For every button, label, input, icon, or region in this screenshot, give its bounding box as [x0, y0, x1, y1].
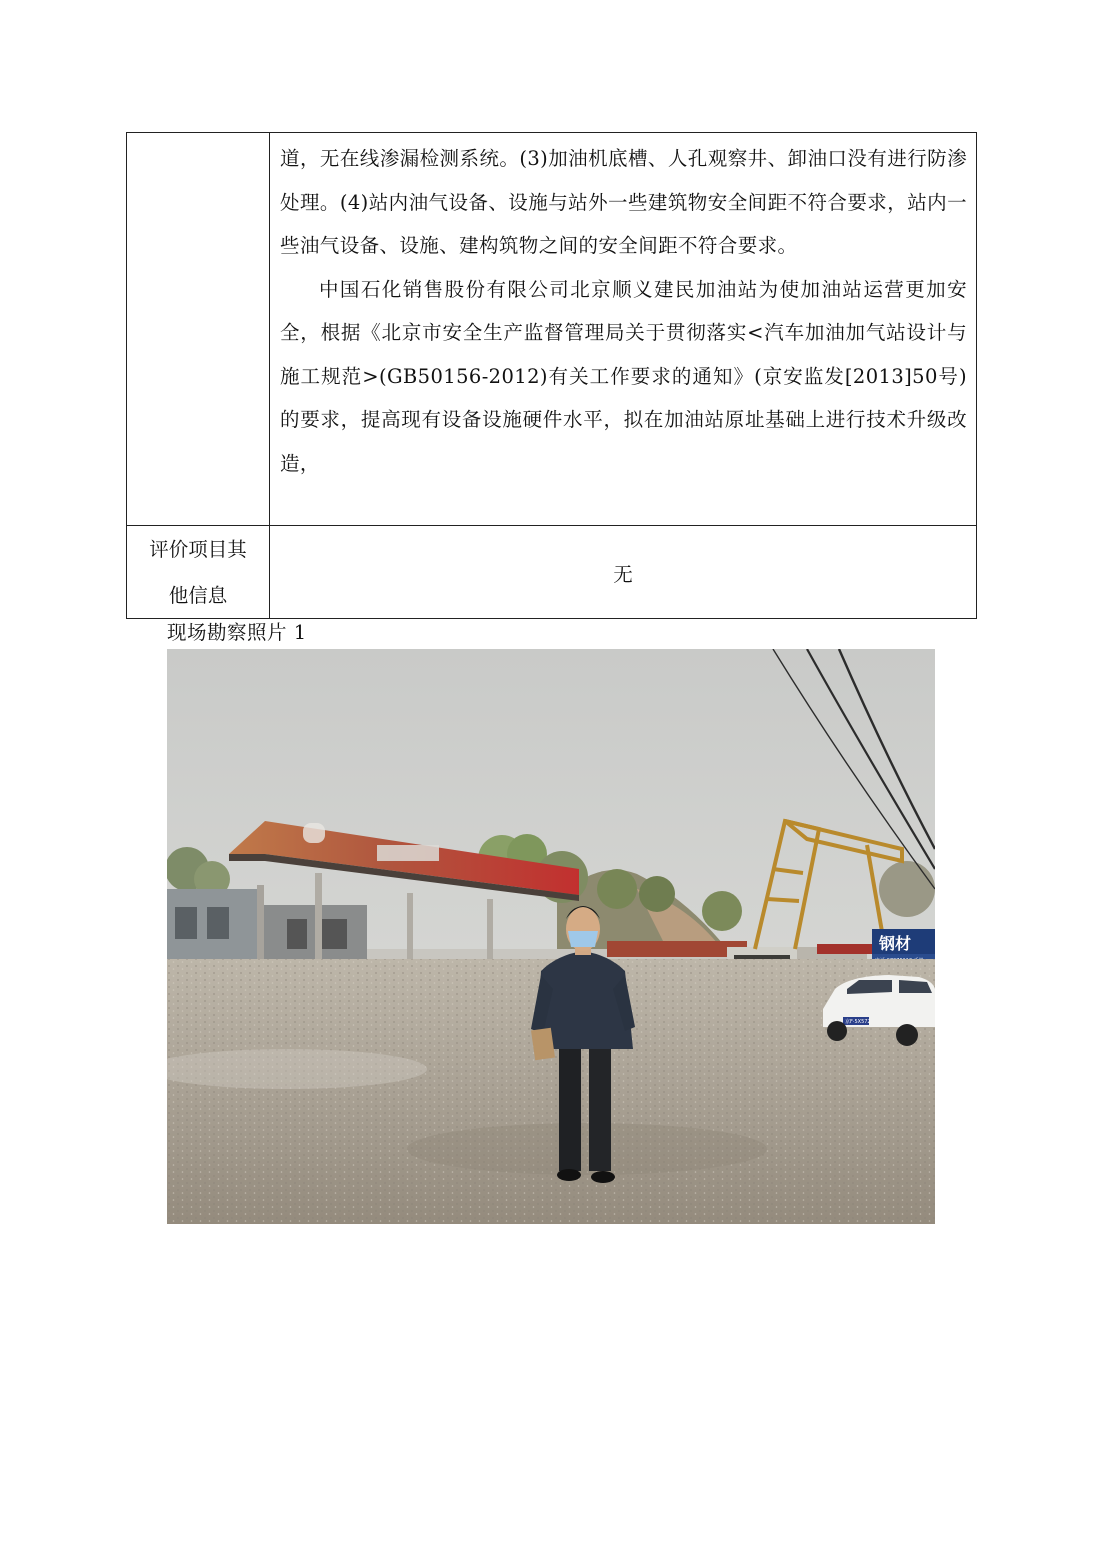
photo-caption: 现场勘察照片 1	[167, 621, 307, 644]
site-survey-photo	[167, 649, 935, 1224]
other-info-label-line1: 评价项目其	[149, 538, 247, 561]
continued-paragraph: 道，无在线渗漏检测系统。(3)加油机底槽、人孔观察井、卸油口没有进行防渗处理。(4)站内油气设备、设施与站外一些建筑物安全间距不符合要求，站内一些油气设备、设施、建构筑物之间的安全间距不符合要求。	[280, 147, 967, 257]
plate-text: 京F·5X572	[845, 1019, 871, 1025]
project-paragraph: 中国石化销售股份有限公司北京顺义建民加油站为使加油站运营更加安全，根据《北京市安全生产监督管理局关于贯彻落实<汽车加油加气站设计与施工规范>(GB50156-2012)有关工作要求的通知》(京安监发[2013]50号)的要求，提高现有设备设施硬件水平，拟在加油站原址基础上进行技术升级改造，	[280, 277, 967, 475]
info-table	[126, 132, 977, 619]
project-description-cell	[280, 137, 967, 485]
other-info-label-line2: 他信息	[168, 584, 228, 607]
other-info-value	[270, 525, 976, 620]
steel-sign	[872, 929, 935, 964]
other-info-label	[127, 525, 269, 620]
sign-text: 钢材	[879, 934, 912, 953]
other-info-value-text: 无	[613, 562, 633, 586]
